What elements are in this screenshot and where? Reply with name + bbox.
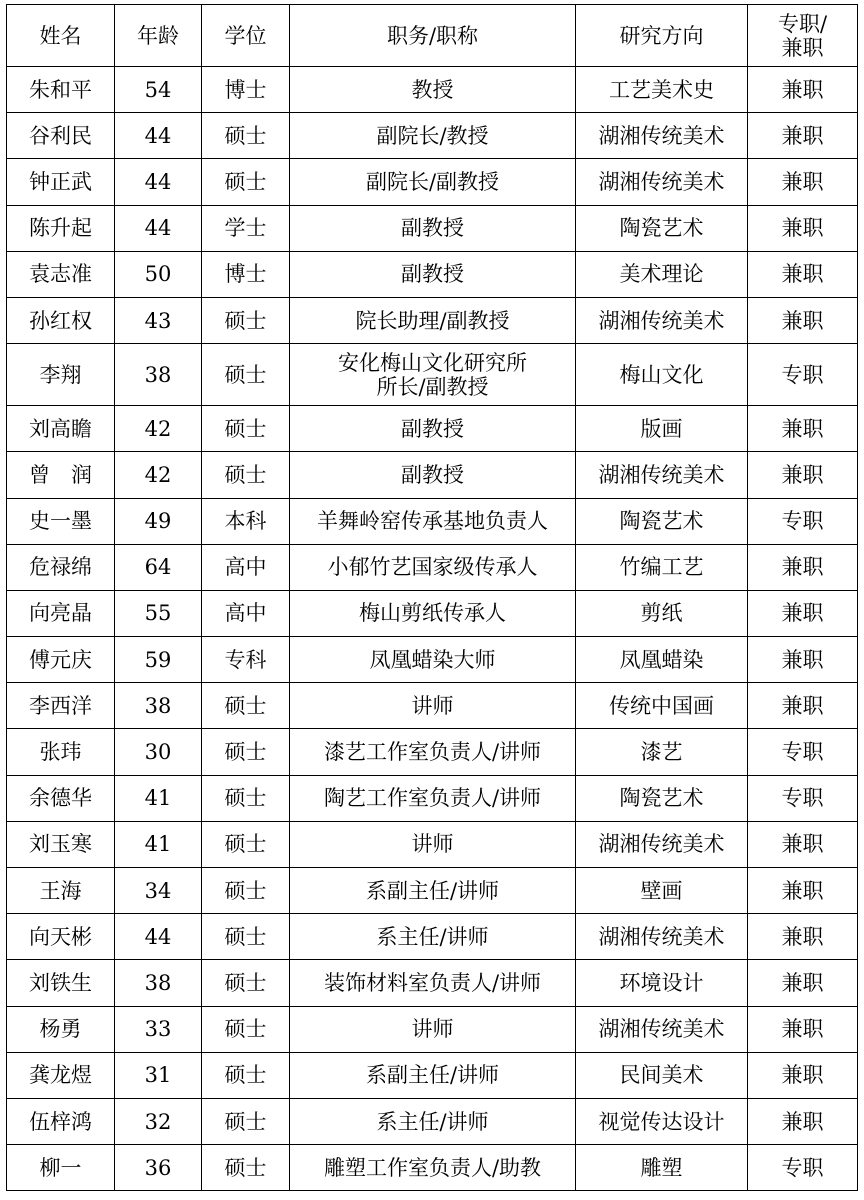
cell-name: 王海 — [7, 868, 115, 914]
cell-research-field: 陶瓷艺术 — [576, 775, 748, 821]
cell-title: 副院长/副教授 — [290, 159, 576, 205]
cell-research-field: 视觉传达设计 — [576, 1098, 748, 1144]
cell-research-field: 凤凰蜡染 — [576, 637, 748, 683]
cell-research-field: 湖湘传统美术 — [576, 113, 748, 159]
cell-title: 安化梅山文化研究所 所长/副教授 — [290, 344, 576, 406]
table-row — [7, 1006, 858, 1052]
cell-research-field: 民间美术 — [576, 1052, 748, 1098]
cell-research-field: 传统中国画 — [576, 683, 748, 729]
table-row — [7, 406, 858, 452]
cell-age: 44 — [115, 113, 202, 159]
cell-age: 33 — [115, 1006, 202, 1052]
cell-research-field: 湖湘传统美术 — [576, 1006, 748, 1052]
table-row — [7, 1145, 858, 1191]
cell-age: 30 — [115, 729, 202, 775]
cell-employment-type: 兼职 — [748, 914, 858, 960]
cell-name: 孙红权 — [7, 297, 115, 343]
cell-employment-type: 兼职 — [748, 637, 858, 683]
table-row — [7, 914, 858, 960]
cell-employment-type: 兼职 — [748, 452, 858, 498]
table-row — [7, 344, 858, 406]
cell-age: 55 — [115, 590, 202, 636]
cell-employment-type: 兼职 — [748, 406, 858, 452]
cell-degree: 硕士 — [202, 775, 290, 821]
cell-employment-type: 兼职 — [748, 1098, 858, 1144]
cell-age: 64 — [115, 544, 202, 590]
cell-name: 向天彬 — [7, 914, 115, 960]
cell-title: 院长助理/副教授 — [290, 297, 576, 343]
cell-degree: 硕士 — [202, 683, 290, 729]
cell-research-field: 剪纸 — [576, 590, 748, 636]
cell-age: 41 — [115, 821, 202, 867]
cell-name: 傅元庆 — [7, 637, 115, 683]
table-row — [7, 205, 858, 251]
cell-name: 袁志准 — [7, 251, 115, 297]
cell-name: 向亮晶 — [7, 590, 115, 636]
cell-title: 系副主任/讲师 — [290, 1052, 576, 1098]
table-row — [7, 775, 858, 821]
cell-employment-type: 兼职 — [748, 251, 858, 297]
cell-research-field: 环境设计 — [576, 960, 748, 1006]
cell-title: 系主任/讲师 — [290, 1098, 576, 1144]
cell-title: 副教授 — [290, 251, 576, 297]
cell-employment-type: 专职 — [748, 729, 858, 775]
cell-degree: 高中 — [202, 544, 290, 590]
cell-degree: 硕士 — [202, 868, 290, 914]
cell-research-field: 陶瓷艺术 — [576, 205, 748, 251]
cell-degree: 硕士 — [202, 297, 290, 343]
cell-degree: 高中 — [202, 590, 290, 636]
cell-research-field: 梅山文化 — [576, 344, 748, 406]
cell-degree: 硕士 — [202, 113, 290, 159]
cell-employment-type: 兼职 — [748, 960, 858, 1006]
cell-name: 张玮 — [7, 729, 115, 775]
header-degree: 学位 — [202, 5, 290, 67]
cell-research-field: 湖湘传统美术 — [576, 297, 748, 343]
cell-name: 谷利民 — [7, 113, 115, 159]
cell-degree: 专科 — [202, 637, 290, 683]
table-row — [7, 498, 858, 544]
cell-title: 装饰材料室负责人/讲师 — [290, 960, 576, 1006]
cell-employment-type: 专职 — [748, 344, 858, 406]
table-row — [7, 1098, 858, 1144]
header-title: 职务/职称 — [290, 5, 576, 67]
cell-employment-type: 专职 — [748, 498, 858, 544]
table-row — [7, 683, 858, 729]
cell-degree: 硕士 — [202, 821, 290, 867]
cell-name: 刘高瞻 — [7, 406, 115, 452]
cell-degree: 硕士 — [202, 914, 290, 960]
cell-research-field: 湖湘传统美术 — [576, 159, 748, 205]
cell-title: 系副主任/讲师 — [290, 868, 576, 914]
cell-name: 龚龙煜 — [7, 1052, 115, 1098]
table-row — [7, 113, 858, 159]
cell-employment-type: 兼职 — [748, 590, 858, 636]
cell-name: 刘铁生 — [7, 960, 115, 1006]
cell-age: 59 — [115, 637, 202, 683]
cell-research-field: 美术理论 — [576, 251, 748, 297]
cell-name: 朱和平 — [7, 67, 115, 113]
table-row — [7, 297, 858, 343]
table-row — [7, 67, 858, 113]
cell-employment-type: 兼职 — [748, 821, 858, 867]
cell-employment-type: 兼职 — [748, 1006, 858, 1052]
cell-title: 讲师 — [290, 1006, 576, 1052]
cell-age: 34 — [115, 868, 202, 914]
cell-research-field: 湖湘传统美术 — [576, 452, 748, 498]
cell-employment-type: 兼职 — [748, 1052, 858, 1098]
cell-title: 教授 — [290, 67, 576, 113]
cell-title: 副教授 — [290, 406, 576, 452]
cell-name: 伍梓鸿 — [7, 1098, 115, 1144]
cell-age: 42 — [115, 406, 202, 452]
cell-age: 38 — [115, 344, 202, 406]
cell-degree: 博士 — [202, 251, 290, 297]
table-row — [7, 637, 858, 683]
cell-name: 柳一 — [7, 1145, 115, 1191]
cell-title: 讲师 — [290, 821, 576, 867]
cell-name: 刘玉寒 — [7, 821, 115, 867]
cell-age: 38 — [115, 683, 202, 729]
cell-title: 羊舞岭窑传承基地负责人 — [290, 498, 576, 544]
cell-employment-type: 兼职 — [748, 159, 858, 205]
cell-name: 曾 润 — [7, 452, 115, 498]
cell-employment-type: 兼职 — [748, 205, 858, 251]
cell-degree: 本科 — [202, 498, 290, 544]
cell-age: 49 — [115, 498, 202, 544]
cell-title: 小郁竹艺国家级传承人 — [290, 544, 576, 590]
cell-age: 44 — [115, 914, 202, 960]
cell-age: 50 — [115, 251, 202, 297]
cell-research-field: 版画 — [576, 406, 748, 452]
table-header-row — [7, 5, 858, 67]
cell-employment-type: 专职 — [748, 1145, 858, 1191]
table-row — [7, 544, 858, 590]
cell-employment-type: 兼职 — [748, 297, 858, 343]
cell-title: 副院长/教授 — [290, 113, 576, 159]
cell-name: 余德华 — [7, 775, 115, 821]
cell-name: 史一墨 — [7, 498, 115, 544]
cell-employment-type: 兼职 — [748, 868, 858, 914]
cell-employment-type: 专职 — [748, 775, 858, 821]
cell-degree: 学士 — [202, 205, 290, 251]
cell-title: 副教授 — [290, 452, 576, 498]
cell-title: 系主任/讲师 — [290, 914, 576, 960]
cell-name: 李西洋 — [7, 683, 115, 729]
table-row — [7, 251, 858, 297]
cell-research-field: 工艺美术史 — [576, 67, 748, 113]
table-row — [7, 821, 858, 867]
cell-name: 陈升起 — [7, 205, 115, 251]
cell-title: 漆艺工作室负责人/讲师 — [290, 729, 576, 775]
cell-age: 44 — [115, 159, 202, 205]
table-row — [7, 1052, 858, 1098]
cell-title: 雕塑工作室负责人/助教 — [290, 1145, 576, 1191]
cell-employment-type: 兼职 — [748, 67, 858, 113]
header-name: 姓名 — [7, 5, 115, 67]
cell-age: 38 — [115, 960, 202, 1006]
cell-degree: 硕士 — [202, 406, 290, 452]
cell-degree: 硕士 — [202, 1098, 290, 1144]
cell-name: 杨勇 — [7, 1006, 115, 1052]
cell-title: 副教授 — [290, 205, 576, 251]
cell-employment-type: 兼职 — [748, 113, 858, 159]
cell-age: 44 — [115, 205, 202, 251]
table-row — [7, 960, 858, 1006]
cell-age: 42 — [115, 452, 202, 498]
cell-research-field: 漆艺 — [576, 729, 748, 775]
cell-research-field: 竹编工艺 — [576, 544, 748, 590]
cell-age: 54 — [115, 67, 202, 113]
cell-title: 梅山剪纸传承人 — [290, 590, 576, 636]
table-row — [7, 159, 858, 205]
cell-title: 陶艺工作室负责人/讲师 — [290, 775, 576, 821]
cell-name: 危禄绵 — [7, 544, 115, 590]
cell-research-field: 陶瓷艺术 — [576, 498, 748, 544]
table-row — [7, 590, 858, 636]
cell-research-field: 湖湘传统美术 — [576, 914, 748, 960]
cell-degree: 博士 — [202, 67, 290, 113]
cell-degree: 硕士 — [202, 1052, 290, 1098]
table-body — [7, 67, 858, 1191]
cell-age: 41 — [115, 775, 202, 821]
cell-degree: 硕士 — [202, 960, 290, 1006]
table-row — [7, 729, 858, 775]
cell-degree: 硕士 — [202, 344, 290, 406]
table-row — [7, 868, 858, 914]
cell-age: 43 — [115, 297, 202, 343]
cell-age: 32 — [115, 1098, 202, 1144]
cell-title: 讲师 — [290, 683, 576, 729]
cell-employment-type: 兼职 — [748, 544, 858, 590]
cell-degree: 硕士 — [202, 1006, 290, 1052]
cell-degree: 硕士 — [202, 452, 290, 498]
cell-name: 钟正武 — [7, 159, 115, 205]
cell-age: 31 — [115, 1052, 202, 1098]
cell-research-field: 壁画 — [576, 868, 748, 914]
cell-research-field: 雕塑 — [576, 1145, 748, 1191]
cell-age: 36 — [115, 1145, 202, 1191]
cell-name: 李翔 — [7, 344, 115, 406]
staff-table — [6, 4, 858, 1191]
cell-degree: 硕士 — [202, 159, 290, 205]
cell-employment-type: 兼职 — [748, 683, 858, 729]
header-age: 年龄 — [115, 5, 202, 67]
header-research-field: 研究方向 — [576, 5, 748, 67]
table-row — [7, 452, 858, 498]
header-employment-type: 专职/ 兼职 — [748, 5, 858, 67]
cell-title: 凤凰蜡染大师 — [290, 637, 576, 683]
cell-research-field: 湖湘传统美术 — [576, 821, 748, 867]
cell-degree: 硕士 — [202, 1145, 290, 1191]
cell-degree: 硕士 — [202, 729, 290, 775]
